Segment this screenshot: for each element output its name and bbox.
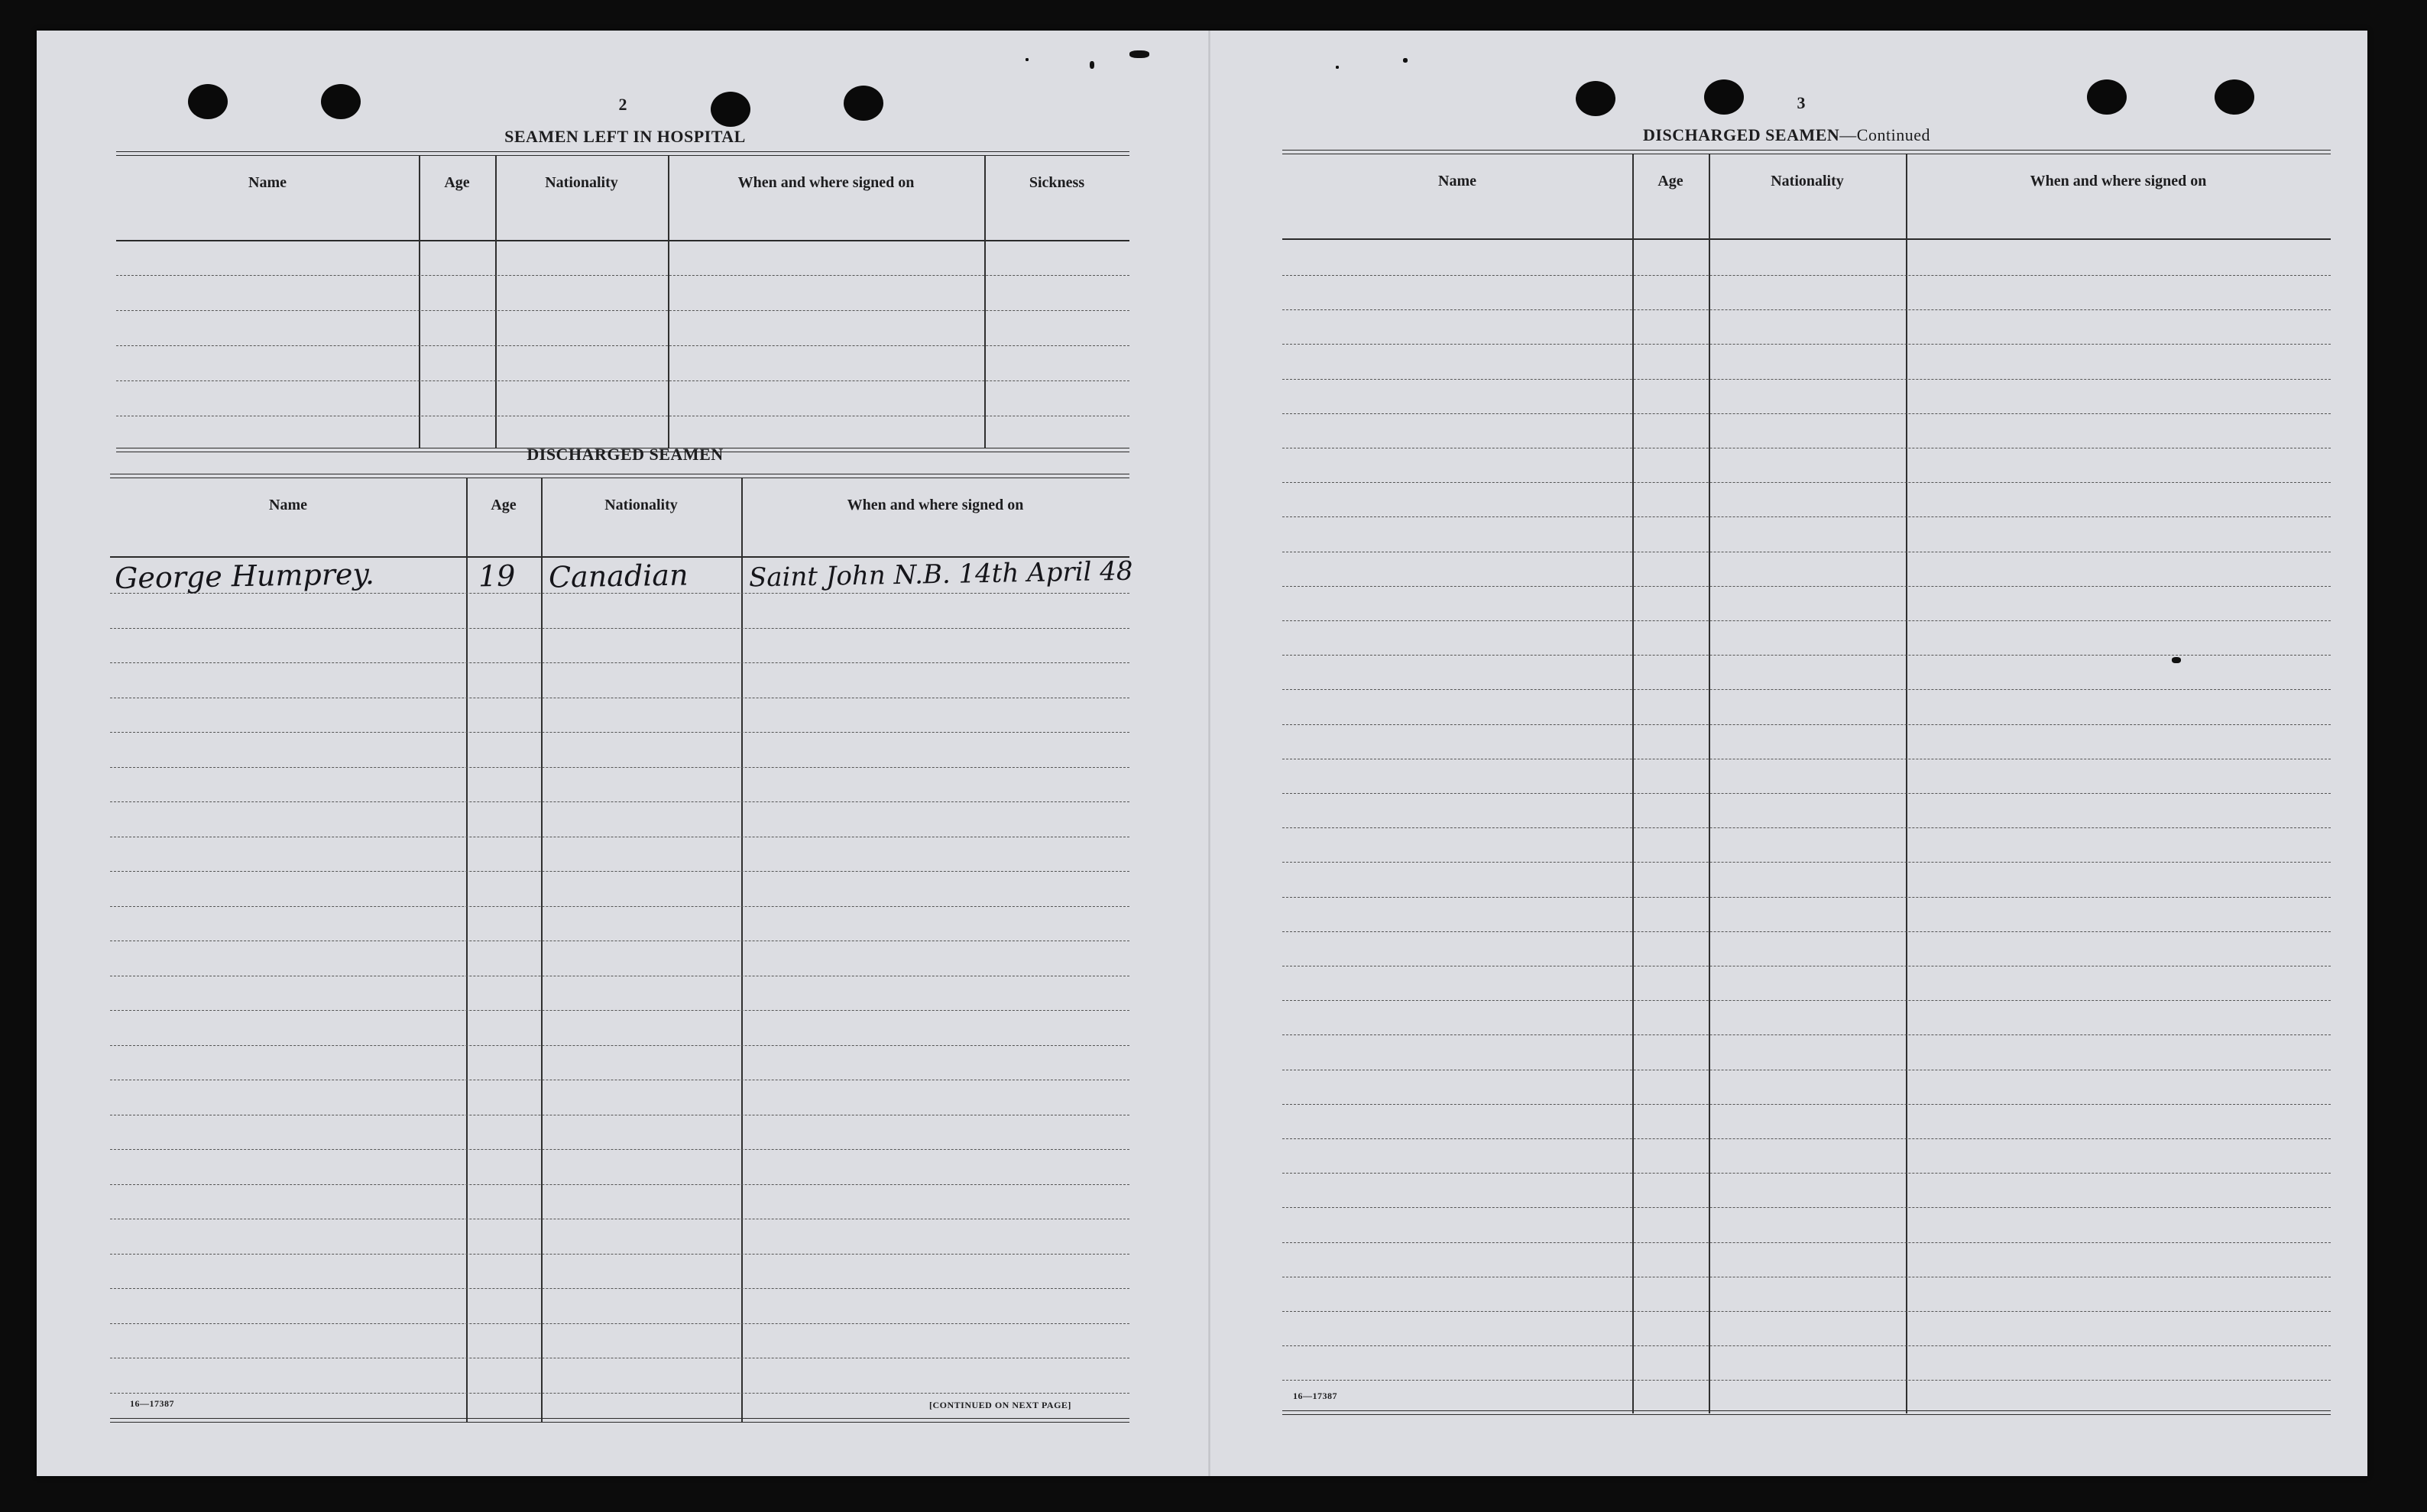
punch-hole	[2215, 79, 2254, 115]
ink-speck	[1129, 50, 1149, 58]
row-line	[110, 628, 1129, 629]
column-divider	[1632, 154, 1634, 1413]
table-bottom-rule	[110, 1418, 1129, 1423]
column-header: Age	[444, 174, 470, 191]
header-rule	[110, 556, 1129, 558]
row-line	[1282, 620, 2331, 621]
column-header: Age	[491, 497, 517, 513]
section-title-discharged-continued	[1643, 125, 1930, 145]
row-line	[110, 1254, 1129, 1255]
row-line	[110, 1184, 1129, 1185]
ink-speck	[1090, 61, 1094, 69]
form-sheet	[37, 31, 2367, 1476]
row-line	[1282, 344, 2331, 345]
row-line	[110, 662, 1129, 663]
section-title-text: DISCHARGED SEAMEN	[1643, 125, 1840, 144]
row-line	[1282, 516, 2331, 517]
row-line	[110, 871, 1129, 872]
row-line	[1282, 309, 2331, 310]
column-header: Name	[248, 174, 287, 191]
header-rule	[1282, 238, 2331, 240]
discharged-continued-table	[1282, 150, 2331, 1418]
column-header: Name	[1438, 173, 1476, 189]
row-line	[110, 1045, 1129, 1046]
discharged-table	[110, 474, 1133, 1426]
row-line	[1282, 655, 2331, 656]
column-header: Name	[269, 497, 307, 513]
page-fold	[1208, 31, 1210, 1476]
row-line	[1282, 1311, 2331, 1312]
section-title-suffix: —Continued	[1839, 125, 1930, 144]
column-divider	[495, 156, 497, 448]
punch-hole	[2087, 79, 2127, 115]
hospital-table	[116, 151, 1129, 452]
page-number: 2	[618, 95, 627, 114]
column-header: Nationality	[1771, 173, 1844, 189]
punch-hole	[844, 86, 883, 121]
row-line	[110, 1323, 1129, 1324]
row-line	[1282, 1000, 2331, 1001]
row-line	[110, 1288, 1129, 1289]
column-header: Sickness	[1029, 174, 1085, 191]
row-line	[1282, 897, 2331, 898]
row-line	[110, 1393, 1129, 1394]
table-top-rule	[116, 151, 1129, 156]
column-divider	[668, 156, 669, 448]
table-top-rule	[110, 474, 1129, 478]
ink-speck	[1336, 66, 1339, 69]
punch-hole	[711, 92, 750, 127]
continued-note: [CONTINUED ON NEXT PAGE]	[929, 1400, 1071, 1410]
row-line	[1282, 1207, 2331, 1208]
row-line	[1282, 1380, 2331, 1381]
column-divider	[1709, 154, 1710, 1413]
row-line	[110, 906, 1129, 907]
entry-name: George Humprey.	[114, 557, 375, 595]
row-line	[116, 310, 1129, 311]
column-header: When and where signed on	[2030, 173, 2207, 189]
form-number: 16—17387	[130, 1398, 174, 1409]
row-line	[1282, 1345, 2331, 1346]
row-line	[1282, 931, 2331, 932]
punch-hole	[188, 84, 228, 119]
ink-speck	[1026, 58, 1029, 61]
row-line	[1282, 482, 2331, 483]
row-line	[110, 1010, 1129, 1011]
row-line	[110, 801, 1129, 802]
row-line	[1282, 586, 2331, 587]
row-line	[1282, 1242, 2331, 1243]
row-line	[110, 732, 1129, 733]
row-line	[116, 380, 1129, 381]
section-title-hospital: SEAMEN LEFT IN HOSPITAL	[504, 127, 746, 146]
row-line	[1282, 689, 2331, 690]
column-header: Age	[1657, 173, 1683, 189]
table-top-rule	[1282, 150, 2331, 154]
row-line	[110, 1149, 1129, 1150]
row-line	[1282, 1173, 2331, 1174]
row-line	[1282, 1104, 2331, 1105]
column-divider	[741, 478, 743, 1423]
row-line	[1282, 379, 2331, 380]
column-header: Nationality	[604, 497, 678, 513]
header-rule	[116, 240, 1129, 241]
form-number: 16—17387	[1293, 1391, 1337, 1401]
row-line	[1282, 1034, 2331, 1035]
column-header: When and where signed on	[737, 174, 915, 191]
row-line	[1282, 827, 2331, 828]
row-line	[116, 275, 1129, 276]
row-line	[1282, 1138, 2331, 1139]
column-divider	[466, 478, 468, 1423]
page-number: 3	[1797, 93, 1806, 112]
table-bottom-rule	[1282, 1410, 2331, 1415]
entry-age: 19	[478, 559, 516, 594]
column-divider	[984, 156, 986, 448]
punch-hole	[321, 84, 361, 119]
column-header: Nationality	[545, 174, 618, 191]
row-line	[116, 345, 1129, 346]
punch-hole	[1576, 81, 1615, 116]
section-title-discharged: DISCHARGED SEAMEN	[527, 445, 724, 464]
column-divider	[1906, 154, 1907, 1413]
row-line	[1282, 724, 2331, 725]
column-header: When and where signed on	[847, 497, 1024, 513]
row-line	[110, 767, 1129, 768]
row-line	[1282, 275, 2331, 276]
column-divider	[419, 156, 420, 448]
column-divider	[541, 478, 543, 1423]
row-line	[1282, 793, 2331, 794]
entry-nationality: Canadian	[548, 558, 689, 594]
row-line	[110, 593, 1129, 594]
ink-speck	[1403, 58, 1408, 63]
entry-signed-on: Saint John N.B. 14th April 48	[748, 555, 1133, 594]
row-line	[1282, 413, 2331, 414]
punch-hole	[1704, 79, 1744, 115]
row-line	[1282, 862, 2331, 863]
